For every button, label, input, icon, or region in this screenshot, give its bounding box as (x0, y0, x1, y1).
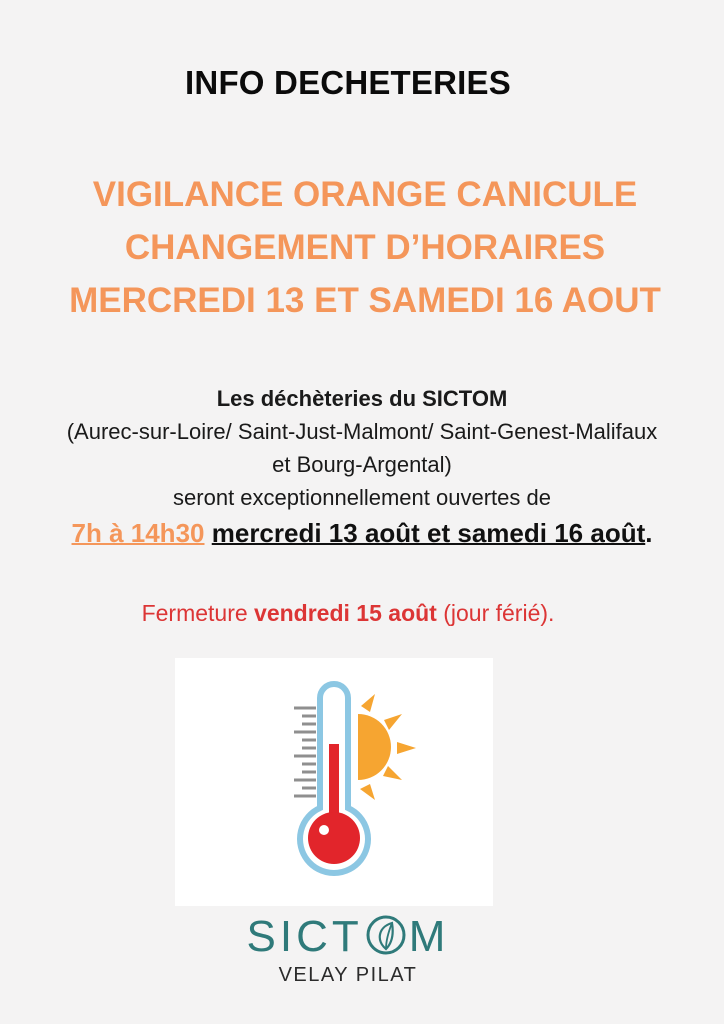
opening-days: mercredi 13 août et samedi 16 août (211, 518, 646, 548)
thermometer-sun-icon (175, 658, 493, 906)
alert-line-schedule-change: CHANGEMENT D’HORAIRES (124, 228, 606, 267)
closure-prefix: Fermeture (141, 600, 255, 626)
opening-end: . (645, 518, 653, 548)
thermometer-scale (294, 708, 316, 796)
logo-text-part1: SICT (246, 912, 363, 961)
leaf-o-icon (364, 913, 408, 957)
sictom-logo (0, 912, 696, 987)
heat-illustration (175, 658, 493, 906)
alert-line-vigilance: VIGILANCE ORANGE CANICULE (92, 175, 638, 214)
closure-notice (0, 600, 696, 627)
logo-wordmark (0, 912, 696, 962)
logo-subtitle: VELAY PILAT (278, 964, 418, 986)
opening-hours-line (0, 518, 724, 549)
sun-icon (358, 694, 416, 800)
closure-suffix: (jour férié). (436, 600, 555, 626)
alert-line-dates: MERCREDI 13 ET SAMEDI 16 AOUT (69, 281, 661, 320)
info-block (0, 382, 724, 514)
page-title: INFO DECHETERIES (185, 64, 511, 101)
thermometer-icon (300, 684, 368, 873)
closure-day: vendredi 15 août (254, 600, 437, 626)
heat-alert-banner (0, 168, 724, 327)
info-sites-line1: (Aurec-sur-Loire/ Saint-Just-Malmont/ Saint-Genest-Malifaux (66, 419, 658, 444)
info-opening: seront exceptionnellement ouvertes de (173, 485, 551, 510)
info-sites-line2: et Bourg-Argental) (272, 452, 452, 477)
info-intro: Les déchèteries du SICTOM (216, 386, 508, 411)
opening-hours: 7h à 14h30 (71, 518, 205, 548)
logo-text-part2: M (408, 912, 450, 961)
